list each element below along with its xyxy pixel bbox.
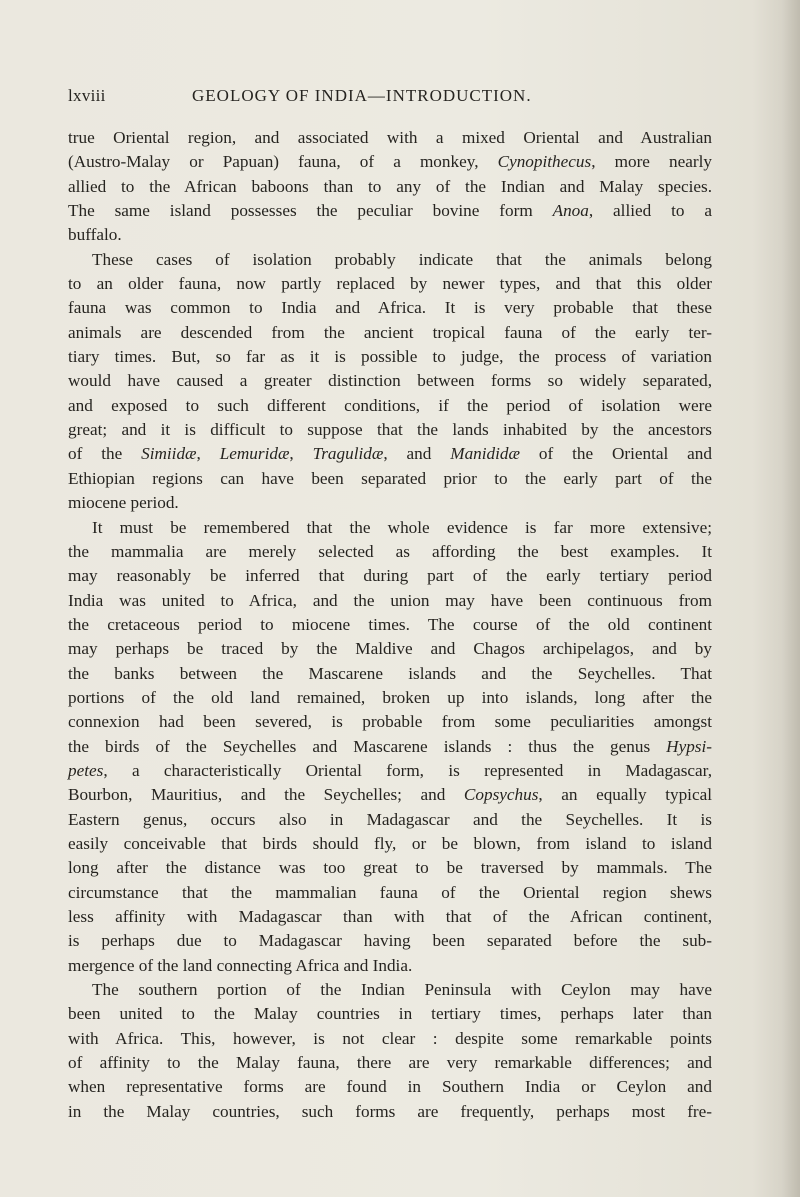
text-line: tiary times. But, so far as it is possible to judge, the process of variation xyxy=(68,347,712,367)
text-line: Bourbon, Mauritius, and the Seychelles; and Copsychus, an equally typical xyxy=(68,785,712,805)
text-line: buffalo. xyxy=(68,225,122,245)
text-line: of the Simiidæ, Lemuridæ, Tragulidæ, and Manididæ of the Oriental and xyxy=(68,444,712,464)
text-line: in the Malay countries, such forms are frequently, perhaps most fre- xyxy=(68,1101,712,1121)
text-line: the cretaceous period to miocene times. The course of the old continent xyxy=(68,614,712,634)
body-text xyxy=(68,126,712,1124)
text-line: less affinity with Madagascar than with that of the African continent, xyxy=(68,907,712,926)
text-line: circumstance that the mammalian fauna of the Oriental region shews xyxy=(68,882,712,902)
text-line: connexion had been severed, is probable from some peculiarities amongst xyxy=(68,712,712,732)
text-line: may reasonably be inferred that during part of the early tertiary period xyxy=(68,566,712,586)
text-line: India was united to Africa, and the union may have been continuous from xyxy=(68,590,712,610)
text-line: and exposed to such different conditions, if the period of isolation were xyxy=(68,395,712,415)
text-line: miocene period. xyxy=(68,493,179,513)
text-line: when representative forms are found in Southern India or Ceylon and xyxy=(68,1077,712,1097)
text-line: the banks between the Mascarene islands and the Seychelles. That xyxy=(68,663,712,683)
text-line: fauna was common to India and Africa. It is very probable that these xyxy=(68,298,712,318)
text-line: of affinity to the Malay fauna, there are very remarkable differences; and xyxy=(68,1053,712,1073)
text-line: The southern portion of the Indian Peninsula with Ceylon may have xyxy=(92,980,712,1000)
text-line: with Africa. This, however, is not clear : despite some remarkable points xyxy=(68,1028,712,1048)
text-line: great; and it is difficult to suppose that the lands inhabited by the ancestors xyxy=(68,420,712,440)
text-line: Ethiopian regions can have been separated prior to the early part of the xyxy=(68,468,712,488)
text-line: true Oriental region, and associated with a mixed Oriental and Australian xyxy=(68,128,712,147)
text-line: is perhaps due to Madagascar having been separated before the sub- xyxy=(68,931,712,951)
text-line: petes, a characteristically Oriental form, is represented in Madagascar, xyxy=(68,760,712,780)
text-line: The same island possesses the peculiar bovine form Anoa, allied to a xyxy=(68,201,712,221)
text-line: animals are descended from the ancient tropical fauna of the early ter- xyxy=(68,322,712,342)
text-line: Eastern genus, occurs also in Madagascar and the Seychelles. It is xyxy=(68,809,712,829)
text-line: portions of the old land remained, broken up into islands, long after the xyxy=(68,687,712,707)
text-line: (Austro-Malay or Papuan) fauna, of a monkey, Cynopithecus, more nearly xyxy=(68,152,712,172)
page-edge-shadow xyxy=(782,0,800,1197)
text-line: mergence of the land connecting Africa and India. xyxy=(68,955,413,975)
running-title: GEOLOGY OF INDIA—INTRODUCTION. xyxy=(192,86,532,105)
text-line: been united to the Malay countries in tertiary times, perhaps later than xyxy=(68,1004,712,1024)
text-line: easily conceivable that birds should fly, or be blown, from island to island xyxy=(68,833,712,853)
text-line: the birds of the Seychelles and Mascarene islands : thus the genus Hypsi- xyxy=(68,736,712,756)
page-header xyxy=(68,86,718,110)
text-line: to an older fauna, now partly replaced by newer types, and that this older xyxy=(68,274,712,294)
text-line: long after the distance was too great to be traversed by mammals. The xyxy=(68,858,712,878)
text-line: the mammalia are merely selected as affording the best examples. It xyxy=(68,541,712,561)
text-line: would have caused a greater distinction between forms so widely separated, xyxy=(68,371,712,391)
text-line: may perhaps be traced by the Maldive and Chagos archipelagos, and by xyxy=(68,639,712,659)
page-number: lxviii xyxy=(68,86,106,105)
text-line: These cases of isolation probably indicate that the animals belong xyxy=(92,249,712,269)
text-line: It must be remembered that the whole evidence is far more extensive; xyxy=(92,517,712,537)
text-line: allied to the African baboons than to any of the Indian and Malay species. xyxy=(68,176,712,196)
